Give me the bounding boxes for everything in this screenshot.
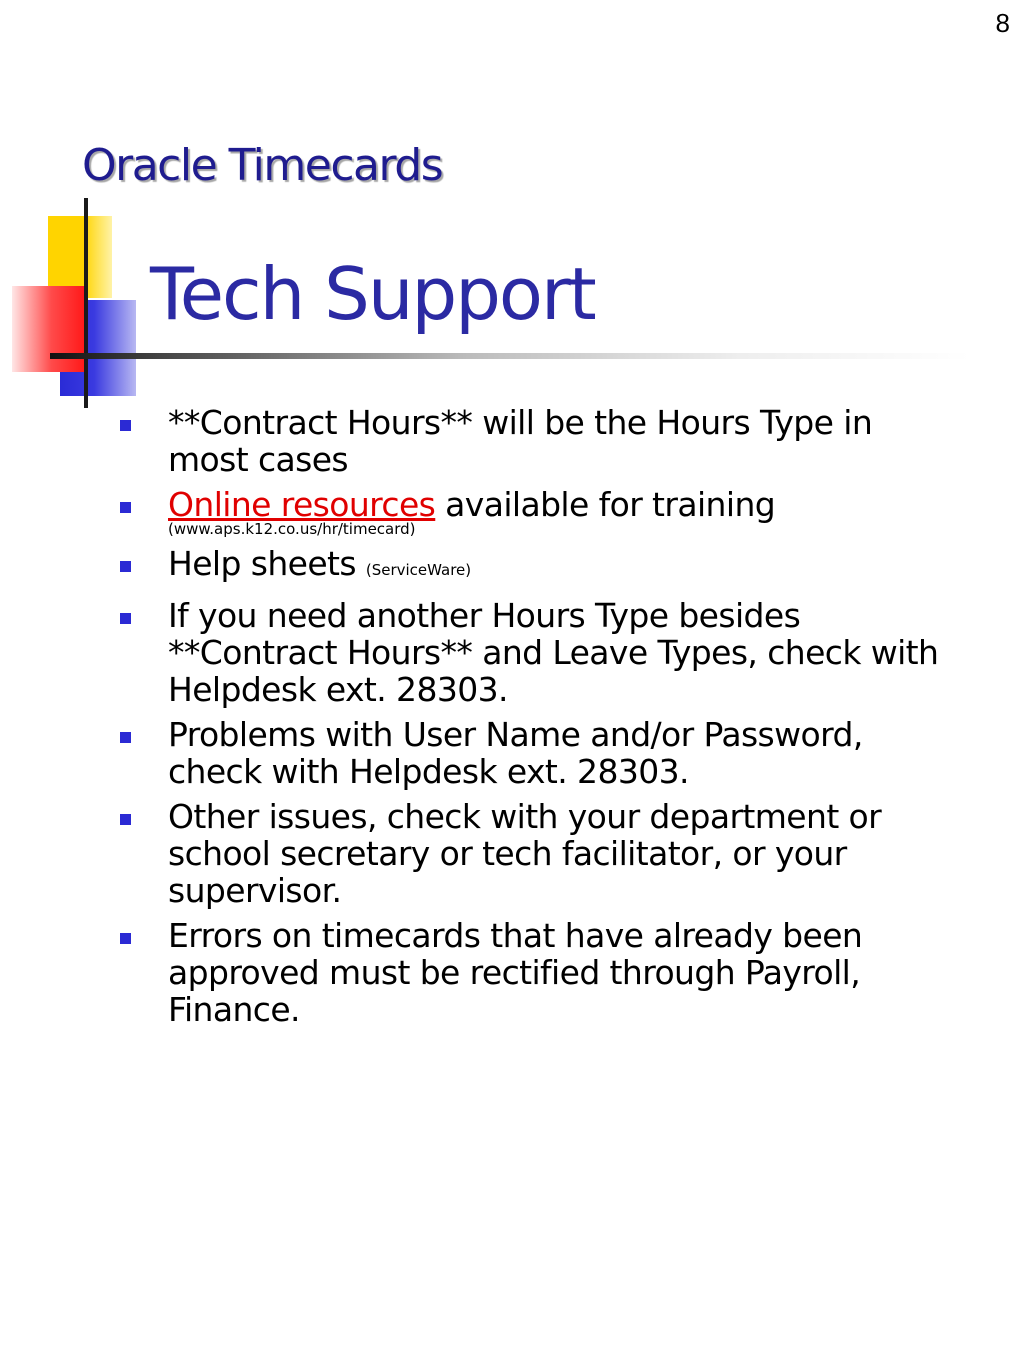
bullet-help-sheets <box>118 545 948 589</box>
bullet-text: available for training <box>435 485 776 524</box>
square-bullet-icon <box>120 561 131 572</box>
bullet-other-hours-type <box>118 597 948 708</box>
square-bullet-icon <box>120 613 131 624</box>
bullet-errors-approved <box>118 917 948 1028</box>
bullet-text: Help sheets <box>168 544 366 583</box>
bullet-text: Problems with User Name and/or Password, check with Helpdesk ext. 28303. <box>168 715 863 791</box>
bullet-list <box>118 404 948 1036</box>
bullet-other-issues <box>118 798 948 909</box>
bullet-text: Errors on timecards that have already been approved must be rectified through Payroll, Finance. <box>168 916 863 1029</box>
square-bullet-icon <box>120 933 131 944</box>
bullet-contract-hours <box>118 404 948 478</box>
bullet-note: (ServiceWare) <box>365 561 472 579</box>
square-bullet-icon <box>120 732 131 743</box>
decor-vertical-line <box>84 198 88 408</box>
square-bullet-icon <box>120 814 131 825</box>
online-resources-link[interactable]: Online resources <box>168 485 436 524</box>
bullet-note: (www.aps.k12.co.us/hr/timecard) <box>168 520 416 538</box>
slide-heading: Oracle Timecards <box>82 140 443 191</box>
bullet-text: If you need another Hours Type besides **Contract Hours** and Leave Types, check with Helpdesk ext. 28303. <box>168 596 939 709</box>
page-number: 8 <box>995 8 1010 38</box>
bullet-text: **Contract Hours** will be the Hours Type in most cases <box>168 403 873 479</box>
square-bullet-icon <box>120 502 131 513</box>
bullet-text: Other issues, check with your department or school secretary or tech facilitator, or your supervisor. <box>168 797 882 910</box>
square-bullet-icon <box>120 420 131 431</box>
title-underline <box>50 353 970 359</box>
bullet-login-problems <box>118 716 948 790</box>
slide-title: Tech Support <box>150 252 595 336</box>
decor-red-square <box>12 286 84 372</box>
bullet-online-resources <box>118 486 948 537</box>
